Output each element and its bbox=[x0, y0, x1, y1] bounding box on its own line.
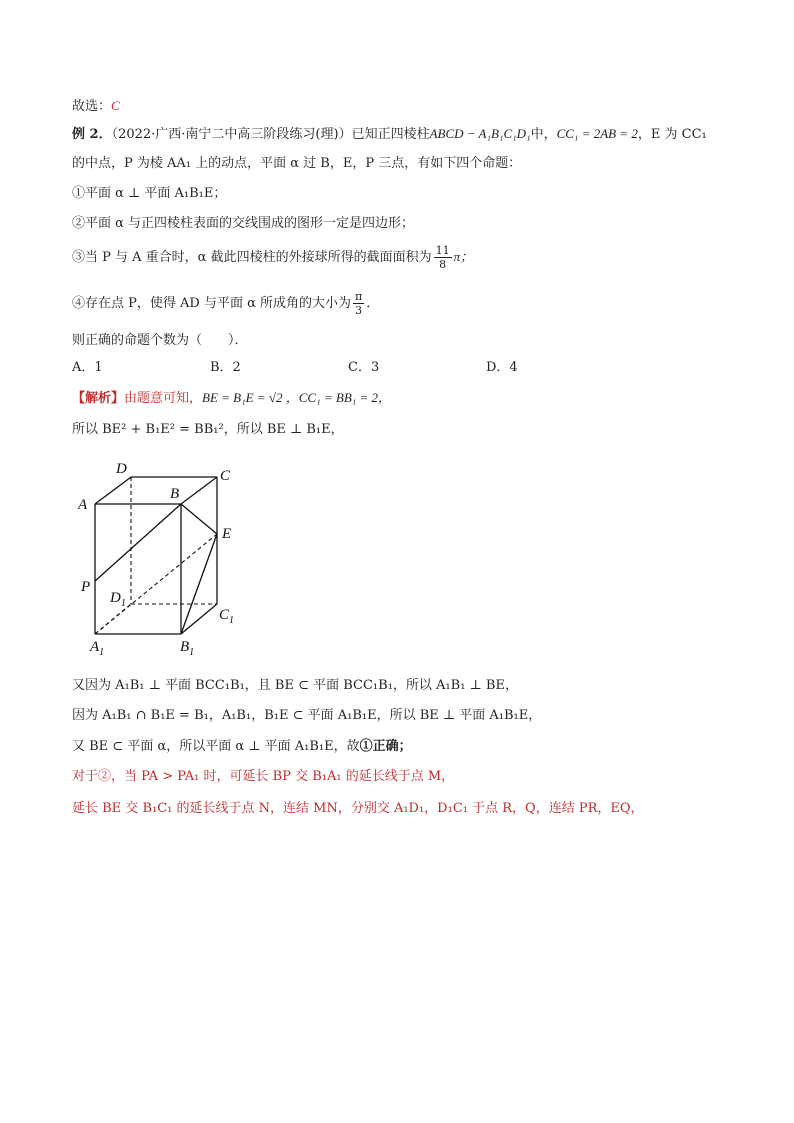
segment-PB bbox=[95, 504, 181, 581]
edge-BC bbox=[181, 477, 217, 504]
options-row bbox=[72, 359, 624, 377]
solution-line-4-text: 因为 A₁B₁ ∩ B₁E = B₁，A₁B₁，B₁E ⊂ 平面 A₁B₁E，所以 BE ⊥ 平面 A₁B₁E， bbox=[72, 708, 542, 723]
proposition-3 bbox=[72, 240, 473, 275]
option-d: D．4 bbox=[486, 360, 518, 375]
label-A1: $A_1$ bbox=[90, 639, 105, 656]
label-A: A bbox=[78, 497, 88, 513]
solution-line-3-text: 又因为 A₁B₁ ⊥ 平面 BCC₁B₁，且 BE ⊂ 平面 BCC₁B₁，所以 A₁B₁ ⊥ BE， bbox=[72, 678, 518, 693]
solution-line-4 bbox=[72, 707, 541, 725]
solution-line-2-text: 所以 BE² + B₁E² = BB₁²，所以 BE ⊥ B₁E， bbox=[72, 422, 344, 437]
example-line-1 bbox=[72, 125, 707, 144]
answer-line bbox=[72, 97, 120, 116]
proposition-4-text: ④存在点 P，使得 AD 与平面 α 所成角的大小为 bbox=[72, 296, 351, 311]
edge-AD bbox=[95, 477, 131, 504]
label-P: P bbox=[81, 579, 91, 595]
segment-BE bbox=[181, 504, 217, 534]
solution-line-5-conclusion: ①正确； bbox=[359, 739, 412, 754]
answer-prefix: 故选： bbox=[72, 99, 112, 114]
example-line-2 bbox=[72, 155, 521, 173]
fraction-numerator: π bbox=[355, 290, 363, 303]
question-line bbox=[72, 332, 248, 350]
fraction-pi-3 bbox=[353, 290, 364, 317]
fraction-denominator: 8 bbox=[439, 258, 447, 271]
proposition-3-text: ③当 P 与 A 重合时，α 截此四棱柱的外接球所得的截面面积为 bbox=[72, 250, 432, 265]
solution-line-6 bbox=[72, 768, 454, 786]
prism-figure bbox=[78, 456, 258, 656]
solution-line-2 bbox=[72, 421, 344, 439]
solution-line-1 bbox=[72, 389, 391, 408]
example-mid: 中， bbox=[530, 127, 557, 142]
solution-l1-b: BE = B₁E = √2 ，CC₁ = BB₁ = 2， bbox=[202, 390, 392, 405]
question-text: 则正确的命题个数为（ ）． bbox=[72, 333, 248, 348]
solution-line-5 bbox=[72, 738, 412, 756]
proposition-4-tail: ． bbox=[366, 296, 380, 311]
fraction-numerator: 11 bbox=[435, 244, 450, 257]
solution-line-5-text: 又 BE ⊂ 平面 α，所以平面 α ⊥ 平面 A₁B₁E，故 bbox=[72, 739, 360, 754]
option-b: B．2 bbox=[210, 360, 241, 375]
solution-line-7-text: 延长 BE 交 B₁C₁ 的延长线于点 N，连结 MN，分别交 A₁D₁，D₁C₁ 于点 R，Q，连结 PR，EQ， bbox=[72, 801, 644, 816]
label-B1: $B_1$ bbox=[180, 639, 195, 656]
solution-l1-a: 由题意可知， bbox=[124, 391, 203, 406]
proposition-2-text: ②平面 α 与正四棱柱表面的交线围成的图形一定是四边形； bbox=[72, 216, 415, 231]
proposition-1 bbox=[72, 185, 226, 203]
option-c: C．3 bbox=[348, 360, 380, 375]
solution-line-3 bbox=[72, 677, 518, 695]
solution-line-6-text: 对于②，当 PA > PA₁ 时，可延长 BP 交 B₁A₁ 的延长线于点 M， bbox=[72, 769, 455, 784]
label-E: E bbox=[222, 526, 232, 542]
fraction-11-8 bbox=[434, 244, 452, 271]
fraction-denominator: 3 bbox=[355, 304, 363, 317]
example-line-2-text: 的中点，P 为棱 AA₁ 上的动点，平面 α 过 B，E，P 三点，有如下四个命题： bbox=[72, 156, 522, 171]
label-C: C bbox=[220, 468, 231, 484]
example-e-def: ，E 为 CC₁ bbox=[637, 127, 707, 142]
proposition-2 bbox=[72, 215, 414, 233]
label-D1: $D_1$ bbox=[110, 590, 126, 609]
example-prism: ABCD − A₁B₁C₁D₁ bbox=[429, 126, 531, 141]
answer-value: C bbox=[111, 98, 120, 113]
label-C1: $C_1$ bbox=[219, 607, 235, 626]
proposition-1-text: ①平面 α ⊥ 平面 A₁B₁E； bbox=[72, 186, 227, 201]
proposition-3-tail: π； bbox=[453, 249, 474, 264]
proposition-4 bbox=[72, 287, 379, 321]
label-D: D bbox=[116, 461, 127, 477]
solution-line-7 bbox=[72, 800, 644, 818]
example-source: （2022·广西·南宁二中高三阶段练习(理)）已知正四棱柱 bbox=[111, 127, 430, 142]
solution-tag: 【解析】 bbox=[72, 391, 125, 406]
example-condition: CC₁ = 2AB = 2 bbox=[556, 126, 638, 141]
label-B: B bbox=[170, 486, 180, 502]
option-a: A．1 bbox=[72, 360, 103, 375]
example-label: 例 2． bbox=[72, 127, 112, 142]
